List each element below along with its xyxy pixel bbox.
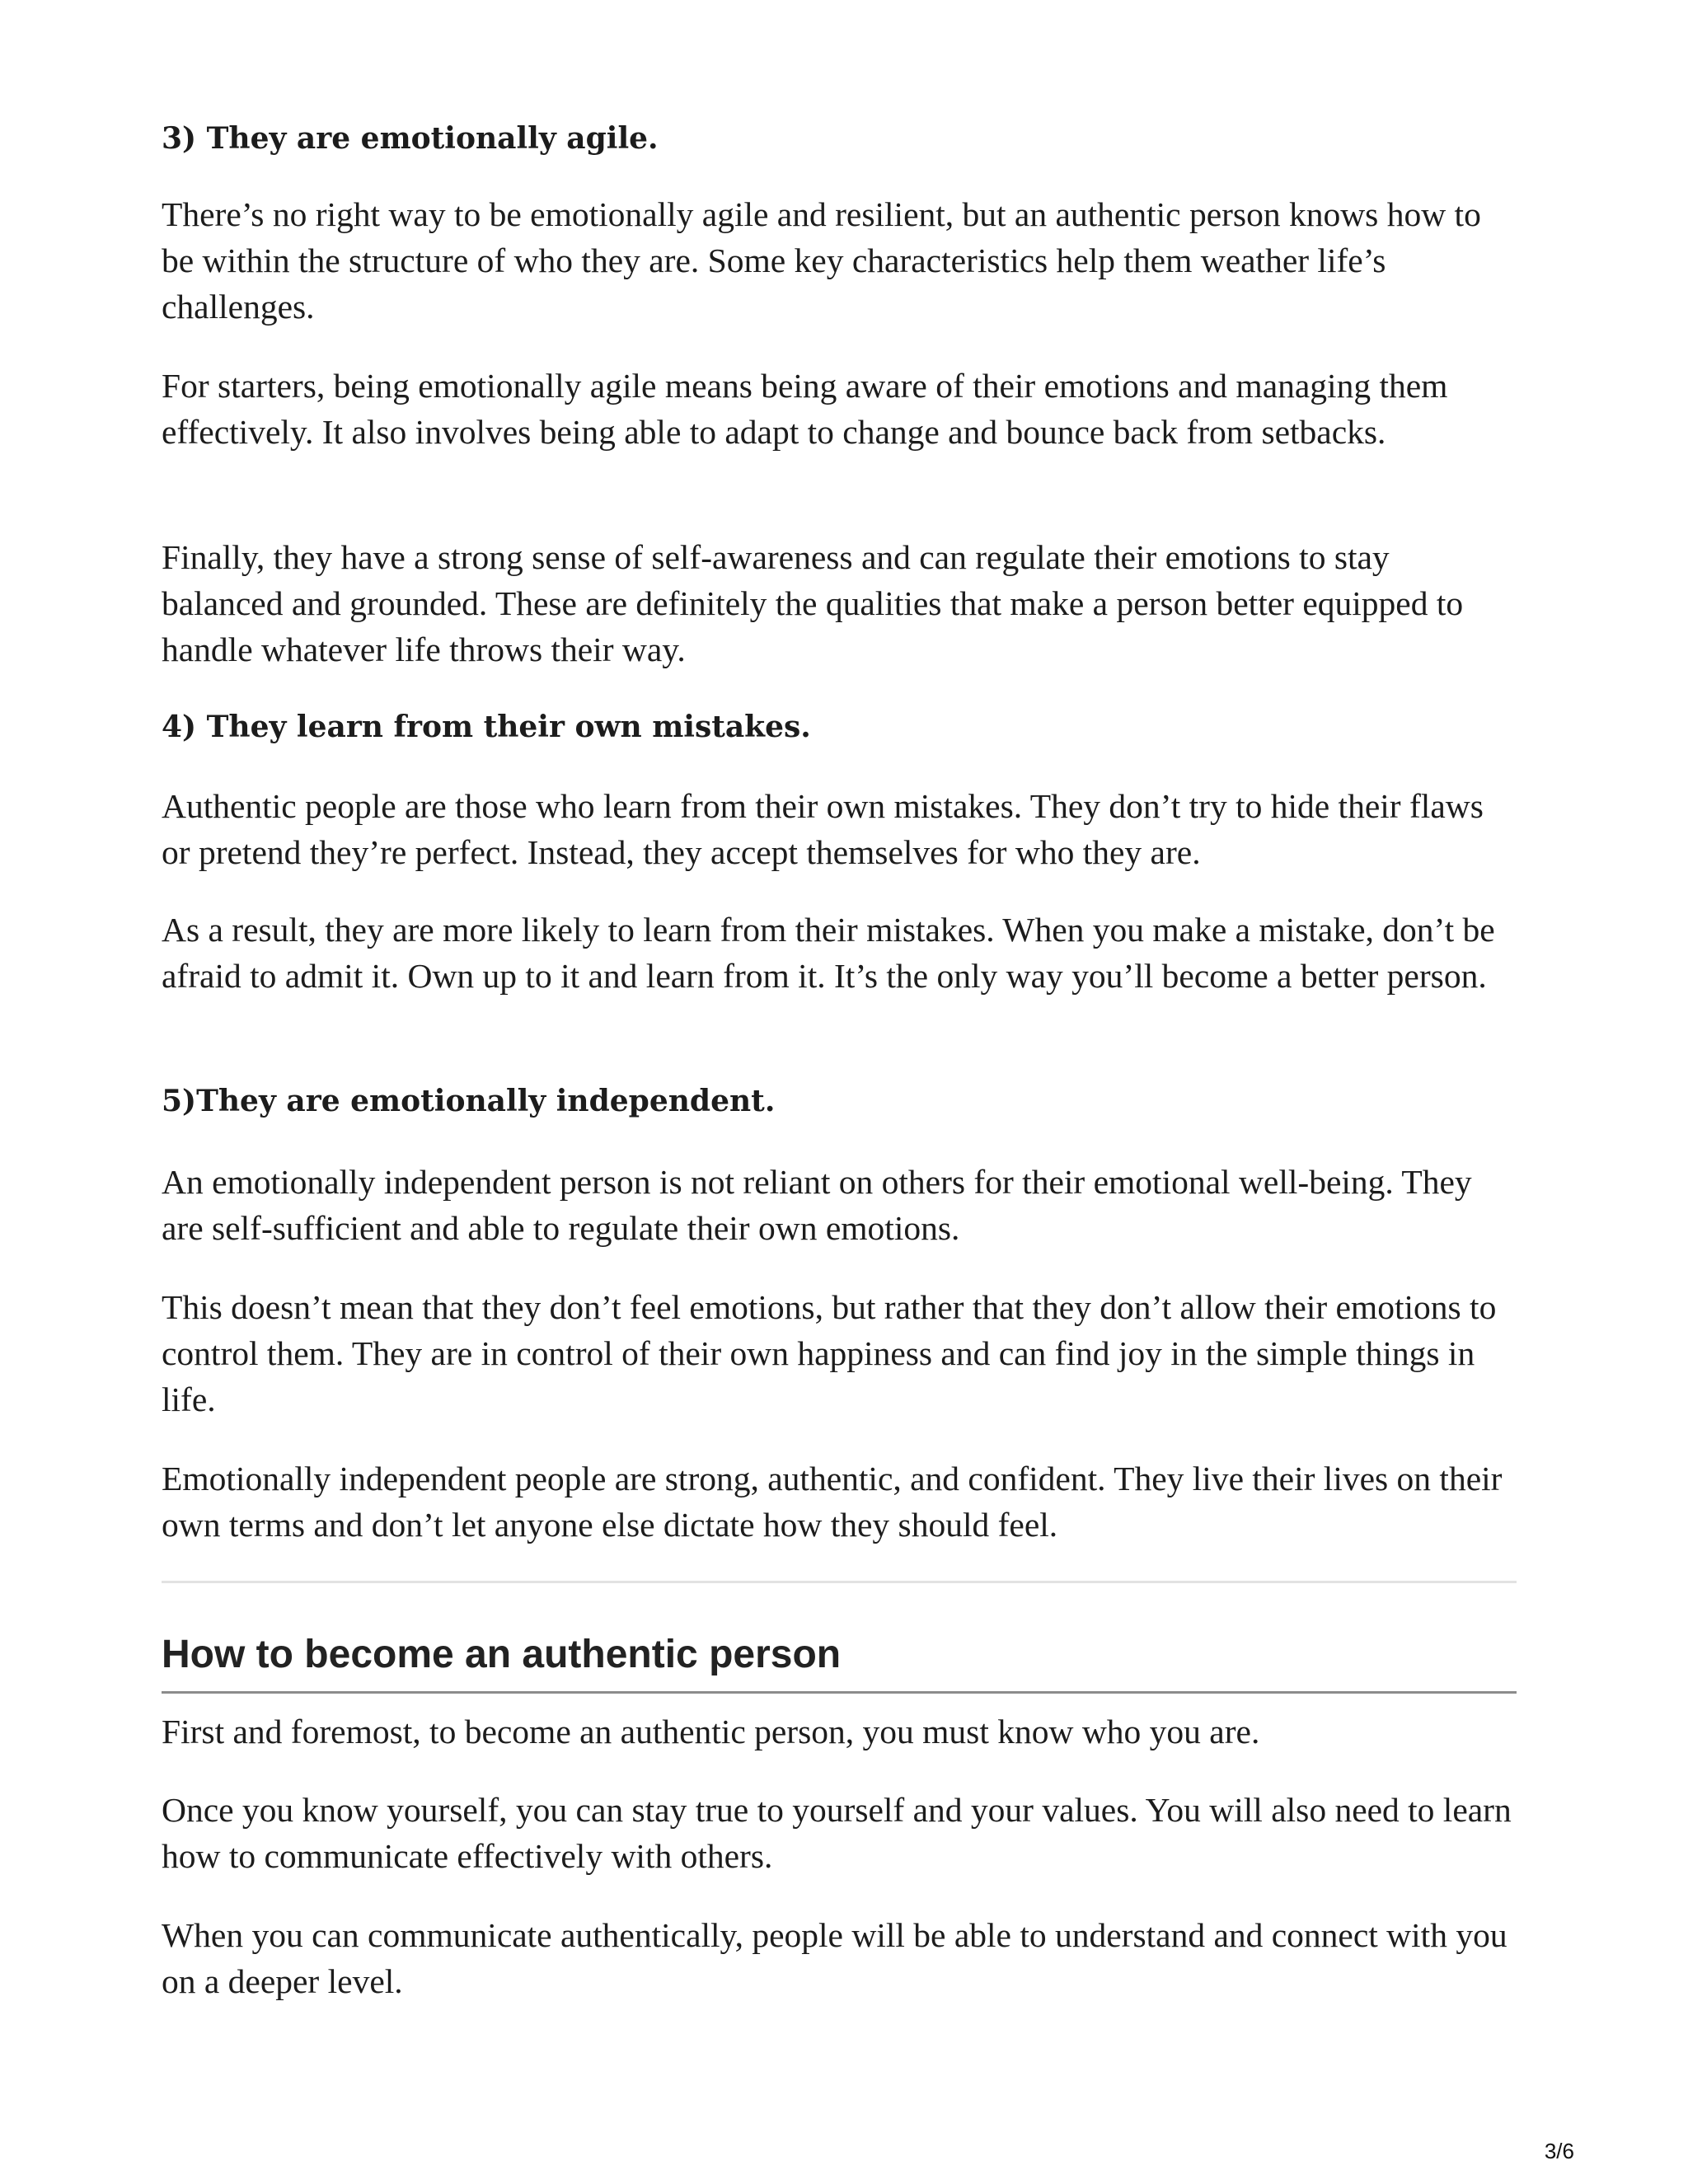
subheading-emotionally-agile: 3) They are emotionally agile. — [162, 121, 659, 156]
paragraph: As a result, they are more likely to learn from their mistakes. When you make a mistake, don’t be afraid to admit it. Own up to it and learn from it. It’s the only way you’ll become a better person. — [162, 911, 1495, 995]
paragraph: For starters, being emotionally agile means being aware of their emotions and managing them effectively. It also involves being able to adapt to change and bounce back from setbacks. — [162, 367, 1448, 451]
paragraph: First and foremost, to become an authentic person, you must know who you are. — [162, 1713, 1260, 1750]
subheading-emotionally-independent: 5)They are emotionally independent. — [162, 1084, 776, 1118]
paragraph: This doesn’t mean that they don’t feel emotions, but rather that they don’t allow their emotions to control them. They are in control of their own happiness and can find joy in the simple things in life. — [162, 1288, 1497, 1418]
paragraph: When you can communicate authentically, people will be able to understand and connect with you on a deeper level. — [162, 1916, 1507, 2000]
paragraph: Emotionally independent people are strong, authentic, and confident. They live their lives on their own terms and don’t let anyone else dictate how they should feel. — [162, 1460, 1503, 1544]
paragraph: Finally, they have a strong sense of self-awareness and can regulate their emotions to stay balanced and grounded. These are definitely the qualities that make a person better equipped to handle whatever life throws their way. — [162, 538, 1464, 668]
paragraph: Authentic people are those who learn from their own mistakes. They don’t try to hide their flaws or pretend they’re perfect. Instead, they accept themselves for who they are. — [162, 787, 1484, 871]
section-heading: How to become an authentic person — [162, 1633, 842, 1676]
paragraph: There’s no right way to be emotionally agile and resilient, but an authentic person knows how to be within the structure of who they are. Some key characteristics help them weather life’s challenges. — [162, 195, 1481, 326]
paragraph: Once you know yourself, you can stay true to yourself and your values. You will also need to learn how to communicate effectively with others. — [162, 1791, 1512, 1875]
paragraph: An emotionally independent person is not reliant on others for their emotional well-being. They are self-sufficient and able to regulate their own emotions. — [162, 1163, 1472, 1247]
page-number: 3/6 — [1544, 2139, 1574, 2163]
subheading-learn-from-mistakes: 4) They learn from their own mistakes. — [162, 710, 811, 744]
heading-underline — [162, 1691, 1517, 1694]
section-divider — [162, 1581, 1517, 1583]
